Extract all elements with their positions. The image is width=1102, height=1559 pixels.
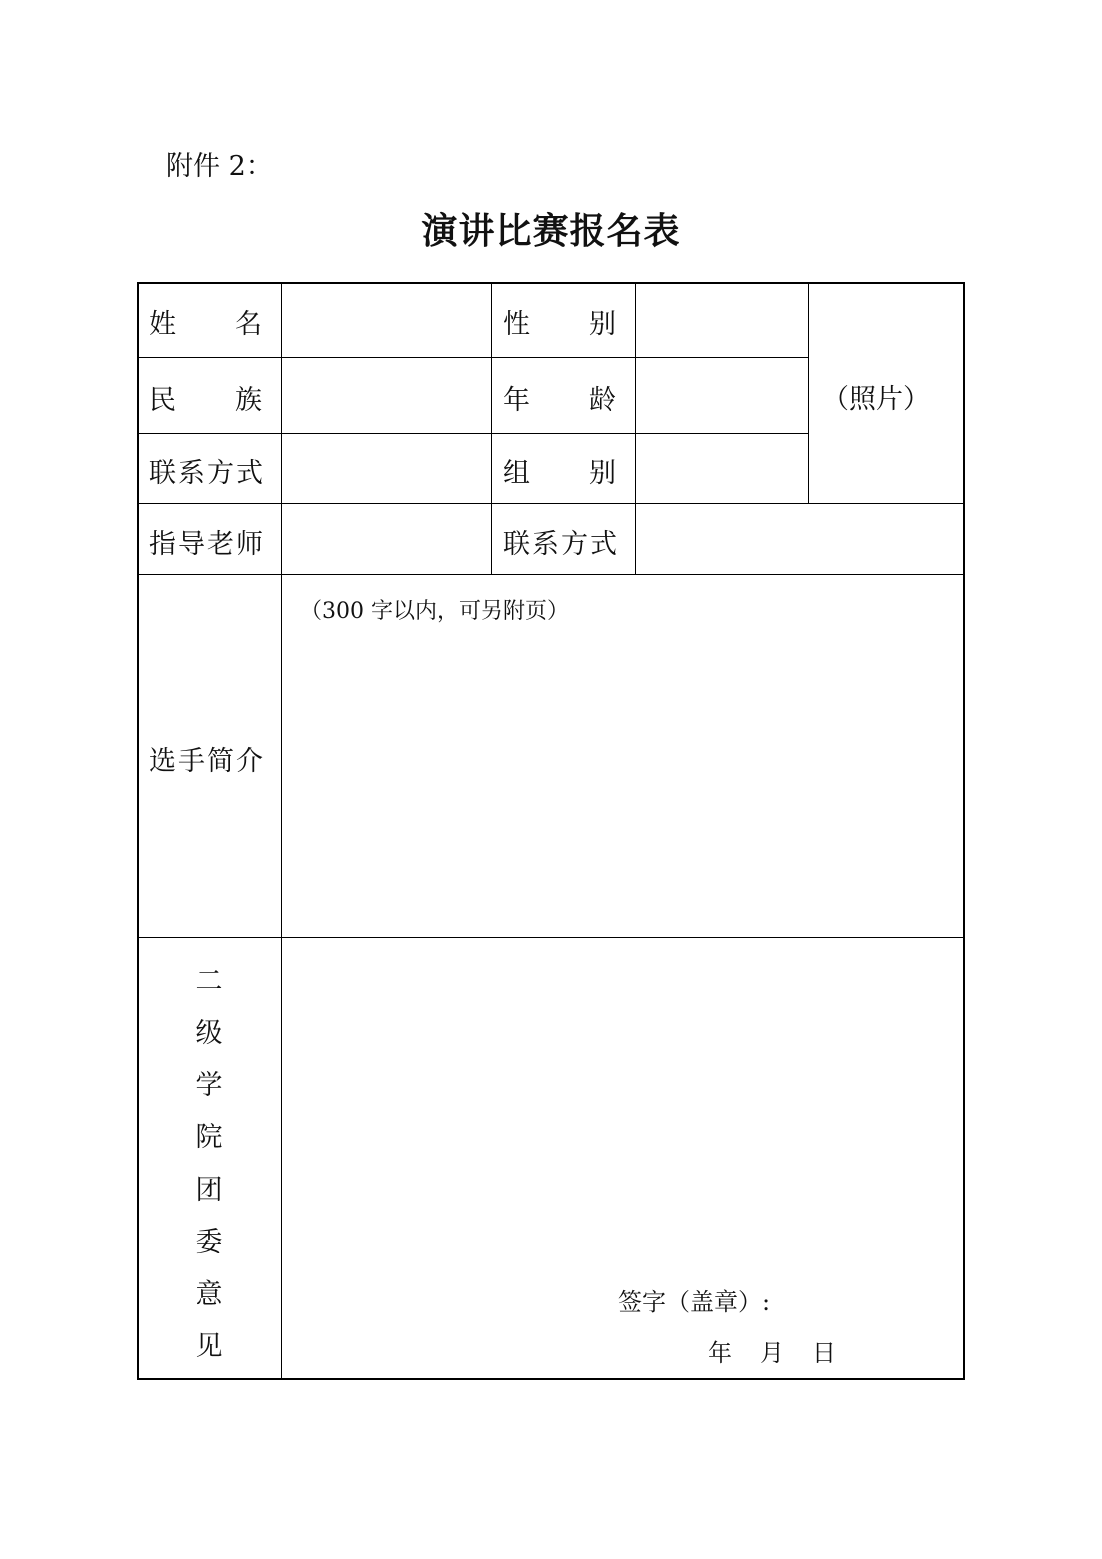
- name-input-cell[interactable]: [283, 284, 490, 356]
- date-line: [708, 1333, 836, 1368]
- label-age-char-1: 年: [503, 385, 530, 416]
- label-contact: 联系方式: [149, 458, 265, 489]
- label-advisor: 指导老师: [149, 529, 265, 560]
- contact-input-cell[interactable]: [283, 435, 490, 502]
- advisor-contact-input-cell[interactable]: [637, 505, 963, 573]
- form-title: 演讲比赛报名表: [421, 210, 681, 252]
- row-line-4: [137, 574, 965, 575]
- row-line-2: [137, 433, 809, 434]
- date-year-label: 年: [708, 1339, 732, 1367]
- opinion-char: 二: [195, 966, 223, 997]
- advisor-input-cell[interactable]: [283, 505, 490, 573]
- col-line-4: [808, 282, 809, 503]
- attachment-label: 附件 2：: [166, 151, 273, 182]
- label-gender-char-2: 别: [589, 309, 616, 340]
- label-ethnicity-char-1: 民: [149, 385, 176, 416]
- opinion-char: 委: [195, 1226, 223, 1258]
- label-name-char-2: 名: [235, 309, 262, 340]
- signature-label: 签字（盖章）:: [618, 1288, 771, 1316]
- age-input-cell[interactable]: [637, 359, 807, 432]
- opinion-char: 级: [195, 1018, 223, 1050]
- col-line-1: [281, 282, 282, 1379]
- opinion-char: 院: [195, 1122, 223, 1154]
- opinion-char: 意: [195, 1278, 223, 1310]
- label-intro: 选手简介: [149, 746, 265, 777]
- label-gender-char-1: 性: [503, 309, 530, 340]
- label-name-char-1: 姓: [149, 309, 176, 340]
- intro-input-cell[interactable]: [283, 576, 963, 936]
- border-right: [963, 282, 965, 1379]
- opinion-char: 学: [195, 1070, 223, 1102]
- photo-placeholder[interactable]: （照片）: [822, 384, 930, 415]
- group-input-cell[interactable]: [637, 435, 807, 502]
- label-ethnicity: [149, 387, 262, 414]
- row-line-1: [137, 357, 809, 358]
- label-age-char-2: 龄: [589, 385, 616, 416]
- label-group-char-1: 组: [503, 458, 530, 489]
- gender-input-cell[interactable]: [637, 284, 807, 356]
- border-top: [137, 282, 965, 284]
- label-advisor-contact: 联系方式: [503, 529, 619, 560]
- row-line-5: [137, 937, 965, 938]
- label-name: [149, 311, 262, 338]
- label-age: [503, 387, 616, 414]
- date-day-label: 日: [812, 1339, 836, 1367]
- label-opinion-vertical: [137, 968, 281, 1360]
- opinion-char: 见: [195, 1330, 223, 1362]
- opinion-char: 团: [195, 1174, 223, 1206]
- label-group: [503, 460, 616, 487]
- ethnicity-input-cell[interactable]: [283, 359, 490, 432]
- label-gender: [503, 311, 616, 338]
- label-ethnicity-char-2: 族: [235, 385, 262, 416]
- row-line-3: [137, 503, 965, 504]
- date-month-label: 月: [760, 1339, 784, 1367]
- col-line-3: [635, 282, 636, 574]
- border-bottom: [137, 1378, 965, 1380]
- intro-note: （300 字以内，可另附页）: [300, 599, 569, 624]
- col-line-2: [491, 282, 492, 574]
- label-group-char-2: 别: [589, 458, 616, 489]
